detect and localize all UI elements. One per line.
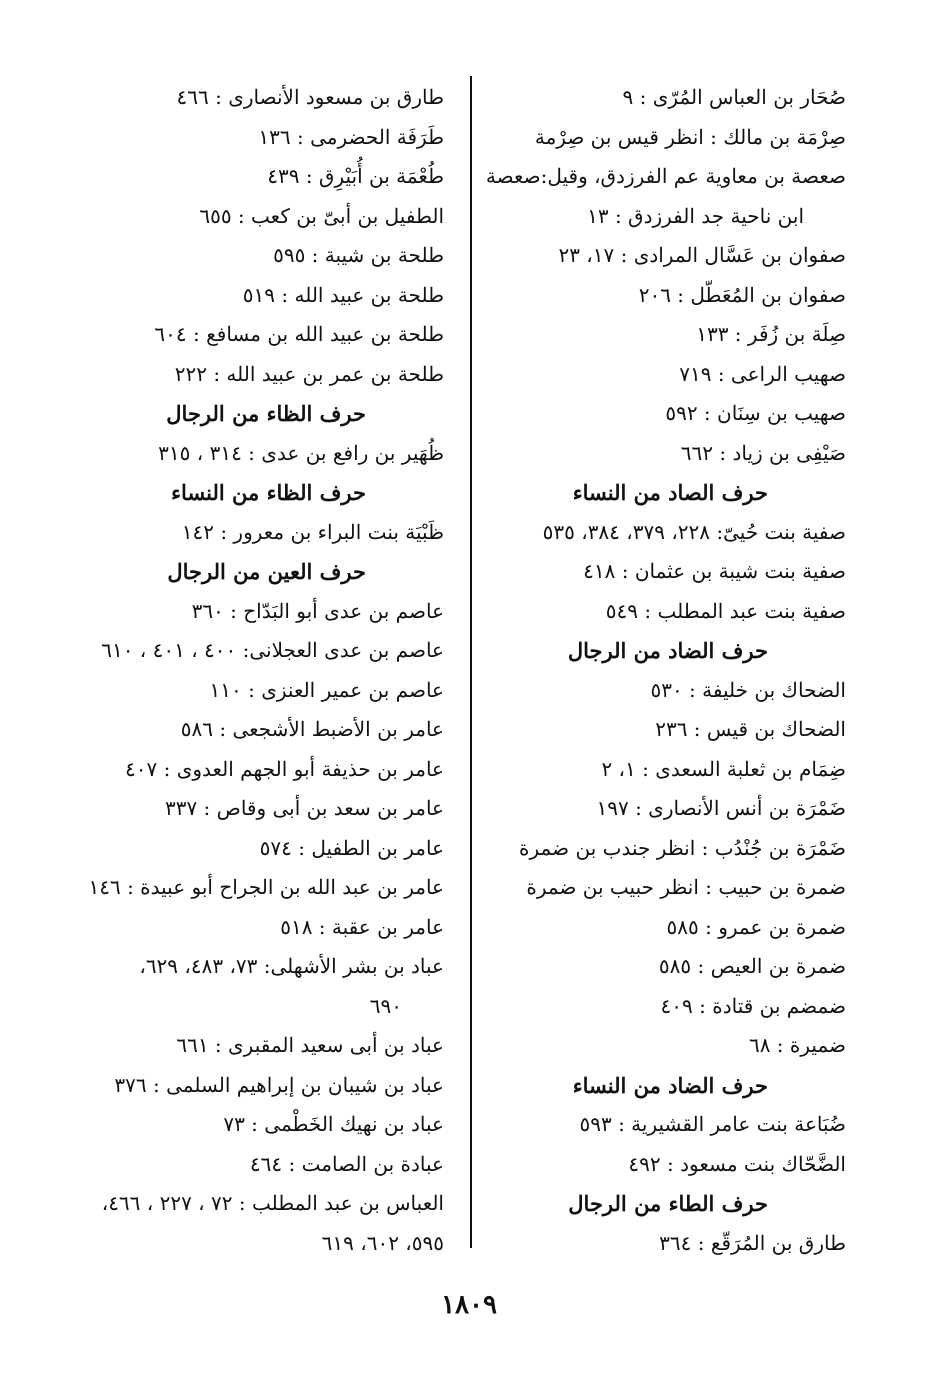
- index-entry: ضمرة بن عمرو : ٥٨٥: [666, 914, 846, 939]
- section-heading: حرف الصاد من النساء: [572, 480, 768, 505]
- index-entry: عامر بن عبد الله بن الجراح أبو عبيدة : ١٤٦: [88, 875, 444, 899]
- index-entry: العباس بن عبد المطلب : ٧٢ ، ٢٢٧ ، ٤٦٦،: [101, 1191, 444, 1215]
- index-entry: عامر بن حذيفة أبو الجهم العدوى : ٤٠٧: [125, 756, 444, 781]
- index-entry: طلحة بن عمر بن عبيد الله : ٢٢٢: [174, 361, 444, 386]
- index-entry: صفية بنت عبد المطلب : ٥٤٩: [605, 598, 846, 623]
- index-entry: طلحة بن عبيد الله بن مسافع : ٦٠٤: [154, 322, 444, 346]
- index-entry: ٥٩٥، ٦٠٢، ٦١٩: [321, 1230, 444, 1255]
- index-entry: عباد بن بشر الأشهلى: ٧٣، ٤٨٣، ٦٢٩،: [139, 954, 444, 978]
- index-entry: عباد بن نهيك الخَطْمى : ٧٣: [223, 1112, 444, 1136]
- index-entry: ضميرة : ٦٨: [748, 1033, 846, 1057]
- index-entry: صهيب بن سِنَان : ٥٩٢: [665, 401, 846, 425]
- index-entry: ضمرة بن حبيب : انظر حبيب بن ضمرة: [526, 875, 846, 899]
- index-entry: صفوان بن عَسَّال المرادى : ١٧، ٢٣: [558, 243, 846, 267]
- index-entry: عاصم بن عدى العجلانى: ٤٠٠ ، ٤٠١ ، ٦١٠: [101, 638, 444, 662]
- column-divider: [470, 76, 472, 1248]
- section-heading: حرف العين من الرجال: [167, 559, 366, 584]
- index-entry: عامر بن الأضبط الأشجعى : ٥٨٦: [180, 717, 444, 741]
- index-entry: الضحاك بن خليفة : ٥٣٠: [650, 677, 846, 702]
- index-entry: طارق بن مسعود الأنصارى : ٤٦٦: [176, 85, 444, 109]
- index-entry: الضَّحّاك بنت مسعود : ٤٩٢: [628, 1151, 846, 1176]
- index-entry: ظُهَير بن رافع بن عدى : ٣١٤ ، ٣١٥: [158, 440, 444, 465]
- index-entry: طُعْمَة بن أُبَيْرِق : ٤٣٩: [267, 164, 444, 188]
- index-entry: صِلَة بن زُفَر : ١٣٣: [696, 322, 846, 346]
- index-entry: عاصم بن عمير العنزى : ١١٠: [209, 677, 444, 702]
- index-entry: ضمرة بن العيص : ٥٨٥: [658, 954, 846, 978]
- index-entry: ضِمَام بن ثعلبة السعدى : ١، ٢: [601, 756, 846, 781]
- index-entry: عامر بن سعد بن أبى وقاص : ٣٣٧: [164, 796, 444, 820]
- index-entry: طارق بن المُرَقّع : ٣٦٤: [659, 1230, 846, 1255]
- index-entry: صعصة بن معاوية عم الفرزدق، وقيل:صعصة: [485, 164, 846, 188]
- index-entry: صهيب الراعى : ٧١٩: [679, 361, 846, 386]
- index-entry: عباد بن شيبان بن إبراهيم السلمى : ٣٧٦: [114, 1072, 444, 1097]
- index-entry: صُحَار بن العباس المُرّى : ٩: [622, 85, 846, 109]
- section-heading: حرف الطاء من الرجال: [568, 1191, 768, 1216]
- index-entry: صفية بنت شيبة بن عثمان : ٤١٨: [583, 559, 846, 583]
- index-entry: عامر بن الطفيل : ٥٧٤: [259, 835, 444, 860]
- index-entry: عبادة بن الصامت : ٤٦٤: [249, 1151, 444, 1176]
- page-number: ١٨٠٩: [441, 1290, 497, 1320]
- section-heading: حرف الضاد من النساء: [572, 1072, 768, 1098]
- index-entry: صَيْفِى بن زياد : ٦٦٢: [680, 440, 846, 465]
- index-entry: ضُبَاعة بنت عامر القشيرية : ٥٩٣: [579, 1112, 846, 1136]
- right-column: [485, 78, 846, 1263]
- index-entry: ضَمْرَة بن جُنْدُب : انظر جندب بن ضمرة: [519, 835, 846, 860]
- index-entry: صِرْمَة بن مالك : انظر قيس بن صِرْمة: [534, 124, 846, 149]
- section-heading: حرف الظاء من الرجال: [166, 401, 366, 426]
- index-entry: صفية بنت حُيىّ: ٢٢٨، ٣٧٩، ٣٨٤، ٥٣٥: [542, 519, 846, 544]
- left-column: [88, 78, 444, 1263]
- index-entry: ضمضم بن قتادة : ٤٠٩: [660, 993, 846, 1018]
- index-entry: ضَمْرَة بن أنس الأنصارى : ١٩٧: [596, 796, 846, 820]
- index-entry: الطفيل بن أبىّ بن كعب : ٦٥٥: [199, 203, 444, 228]
- index-entry: صفوان بن المُعَطّل : ٢٠٦: [638, 282, 846, 307]
- index-entry: ٦٩٠: [369, 993, 402, 1018]
- index-entry: طَرَفَة الحضرمى : ١٣٦: [258, 124, 444, 149]
- section-heading: حرف الظاء من النساء: [171, 480, 366, 505]
- index-entry: ابن ناحية جد الفرزدق : ١٣: [587, 203, 804, 228]
- section-heading: حرف الضاد من الرجال: [567, 638, 768, 663]
- index-entry: طلحة بن شيبة : ٥٩٥: [273, 243, 444, 267]
- index-entry: عباد بن أبى سعيد المقبرى : ٦٦١: [176, 1033, 444, 1057]
- index-entry: الضحاك بن قيس : ٢٣٦: [655, 717, 846, 741]
- index-entry: عامر بن عقبة : ٥١٨: [280, 914, 444, 939]
- index-entry: عاصم بن عدى أبو البَدّاح : ٣٦٠: [191, 598, 444, 623]
- index-entry: ظَبْيَة بنت البراء بن معرور : ١٤٢: [181, 519, 444, 544]
- index-entry: طلحة بن عبيد الله : ٥١٩: [242, 282, 444, 307]
